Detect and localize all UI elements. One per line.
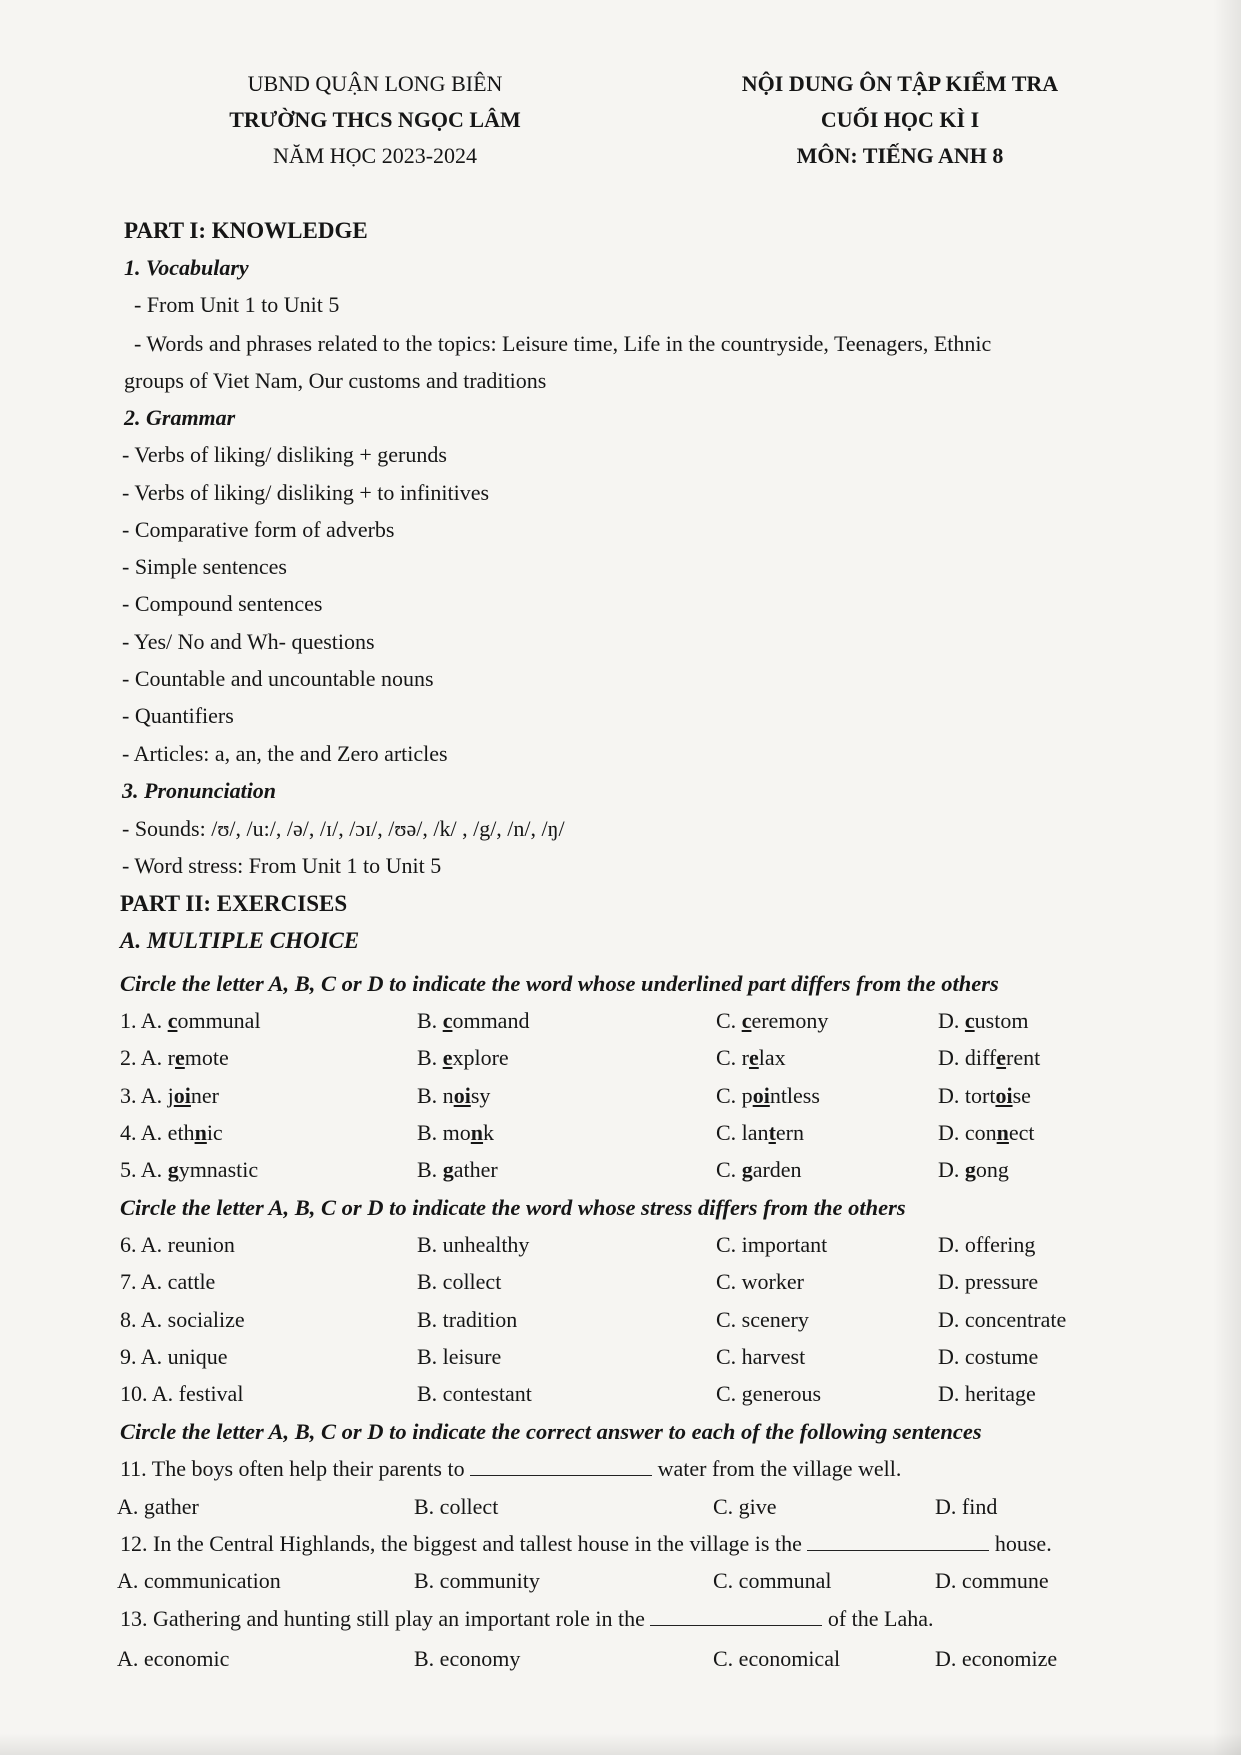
pronunciation-item: - Sounds: /ʊ/, /u:/, /ə/, /ɪ/, /ɔɪ/, /ʊə/, /k/ , /g/, /n/, /ŋ/ [122,816,565,841]
pronunciation-item: - Word stress: From Unit 1 to Unit 5 [122,853,442,878]
option-b[interactable]: B. command [417,1008,530,1033]
option-a[interactable]: A. communication [117,1568,281,1593]
option-c[interactable]: C. generous [716,1381,822,1406]
option-c[interactable]: C. scenery [716,1307,809,1332]
option-b[interactable]: B. gather [417,1157,498,1182]
question-1: 1. A. communal [120,1008,261,1033]
option-d[interactable]: D. concentrate [938,1307,1067,1332]
question-7: 7. A. cattle [120,1269,216,1294]
grammar-item: - Simple sentences [122,554,287,579]
option-d[interactable]: D. custom [938,1008,1029,1033]
option-b[interactable]: B. unhealthy [417,1232,530,1257]
option-b[interactable]: B. noisy [417,1083,491,1108]
option-c[interactable]: C. important [716,1232,828,1257]
school-year: NĂM HỌC 2023-2024 [272,143,478,168]
grammar-item: - Comparative form of adverbs [122,517,395,542]
option-a[interactable]: A. gather [117,1494,199,1519]
question-13: 13. Gathering and hunting still play an important role in the of the Laha. [120,1606,934,1631]
vocab-item: - Words and phrases related to the topics: Leisure time, Life in the countryside, Teenagers, Ethnic [134,331,992,356]
option-b[interactable]: B. explore [417,1045,509,1070]
school-name: TRƯỜNG THCS NGỌC LÂM [229,107,521,132]
option-c[interactable]: C. economical [713,1646,841,1671]
option-d[interactable]: D. economize [935,1646,1058,1671]
exam-title: NỘI DUNG ÔN TẬP KIỂM TRA [741,71,1059,96]
question-4: 4. A. ethnic [120,1120,223,1145]
exam-subject: MÔN: TIẾNG ANH 8 [796,143,1004,168]
option-c[interactable]: C. ceremony [716,1008,829,1033]
option-d[interactable]: D. costume [938,1344,1039,1369]
option-b[interactable]: B. economy [414,1646,521,1671]
instruction-sentences: Circle the letter A, B, C or D to indicate the correct answer to each of the following sentences [120,1419,982,1444]
vocab-item: - From Unit 1 to Unit 5 [134,292,340,317]
exam-term: CUỐI HỌC KÌ I [820,107,980,132]
vocab-title: 1. Vocabulary [124,255,249,280]
question-3: 3. A. joiner [120,1083,220,1108]
exam-header [690,66,1110,174]
grammar-title: 2. Grammar [124,405,236,430]
option-c[interactable]: C. pointless [716,1083,820,1108]
part1-title: PART I: KNOWLEDGE [124,218,368,243]
option-d[interactable]: D. tortoise [938,1083,1031,1108]
option-c[interactable]: C. relax [716,1045,786,1070]
grammar-item: - Countable and uncountable nouns [122,666,434,691]
question-2: 2. A. remote [120,1045,229,1070]
option-a[interactable]: A. economic [117,1646,230,1671]
district-name: UBND QUẬN LONG BIÊN [247,71,503,96]
vocab-item: groups of Viet Nam, Our customs and traditions [124,368,547,393]
option-b[interactable]: B. collect [414,1494,499,1519]
grammar-item: - Verbs of liking/ disliking + to infinitives [122,480,490,505]
grammar-item: - Quantifiers [122,703,234,728]
grammar-item: - Compound sentences [122,591,323,616]
option-d[interactable]: D. connect [938,1120,1035,1145]
option-d[interactable]: D. find [935,1494,998,1519]
option-d[interactable]: D. pressure [938,1269,1039,1294]
option-d[interactable]: D. different [938,1045,1041,1070]
option-c[interactable]: C. worker [716,1269,804,1294]
option-d[interactable]: D. gong [938,1157,1009,1182]
answer-blank[interactable] [470,1455,652,1476]
option-b[interactable]: B. collect [417,1269,502,1294]
option-b[interactable]: B. leisure [417,1344,502,1369]
question-9: 9. A. unique [120,1344,228,1369]
section-a-title: A. MULTIPLE CHOICE [120,928,360,953]
question-12: 12. In the Central Highlands, the biggest and tallest house in the village is the house. [120,1531,1052,1556]
option-b[interactable]: B. contestant [417,1381,532,1406]
instruction-pronunciation: Circle the letter A, B, C or D to indicate the word whose underlined part differs from the others [120,971,999,996]
option-b[interactable]: B. community [414,1568,540,1593]
scan-edge-shadow [1213,0,1241,1755]
grammar-item: - Verbs of liking/ disliking + gerunds [122,442,447,467]
school-header [195,66,555,174]
option-c[interactable]: C. communal [713,1568,832,1593]
option-d[interactable]: D. commune [935,1568,1049,1593]
option-c[interactable]: C. lantern [716,1120,804,1145]
option-c[interactable]: C. give [713,1494,777,1519]
instruction-stress: Circle the letter A, B, C or D to indicate the word whose stress differs from the others [120,1195,906,1220]
question-6: 6. A. reunion [120,1232,235,1257]
grammar-item: - Yes/ No and Wh- questions [122,629,375,654]
question-11: 11. The boys often help their parents to water from the village well. [120,1456,902,1481]
answer-blank[interactable] [650,1605,822,1626]
option-d[interactable]: D. heritage [938,1381,1036,1406]
grammar-item: - Articles: a, an, the and Zero articles [122,741,448,766]
option-c[interactable]: C. garden [716,1157,802,1182]
option-d[interactable]: D. offering [938,1232,1036,1257]
option-c[interactable]: C. harvest [716,1344,806,1369]
part2-title: PART II: EXERCISES [120,891,348,916]
pronunciation-title: 3. Pronunciation [122,778,277,803]
scan-bottom-shadow [0,1733,1241,1755]
option-b[interactable]: B. monk [417,1120,495,1145]
question-5: 5. A. gymnastic [120,1157,259,1182]
option-b[interactable]: B. tradition [417,1307,518,1332]
question-10: 10. A. festival [120,1381,244,1406]
answer-blank[interactable] [807,1530,989,1551]
question-8: 8. A. socialize [120,1307,245,1332]
